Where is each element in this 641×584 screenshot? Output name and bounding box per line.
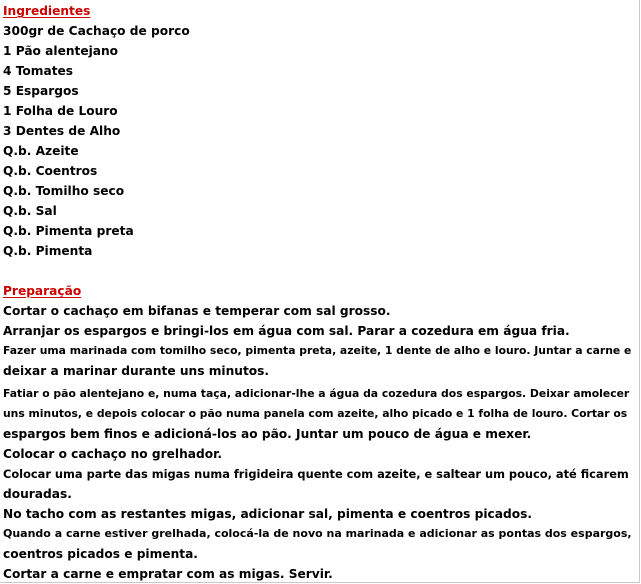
preparation-line: douradas. <box>3 487 72 501</box>
ingredient-item: Q.b. Tomilho seco <box>3 184 125 198</box>
preparation-line: Cortar o cachaço em bifanas e temperar com sal grosso. <box>3 304 391 318</box>
preparation-line: Cortar a carne e empratar com as migas. Servir. <box>3 567 333 581</box>
ingredient-item: Q.b. Azeite <box>3 144 79 158</box>
preparation-line: Fatiar o pão alentejano e, numa taça, adicionar-lhe a água da cozedura dos espargos. Deixar amolecer <box>3 387 630 400</box>
ingredient-item: 1 Pão alentejano <box>3 44 119 58</box>
preparation-line: deixar a marinar durante uns minutos. <box>3 364 270 378</box>
ingredient-item: Q.b. Pimenta <box>3 244 93 258</box>
ingredient-item: 5 Espargos <box>3 84 79 98</box>
ingredient-item: 300gr de Cachaço de porco <box>3 24 190 38</box>
ingredients-heading: Ingredientes <box>3 4 91 18</box>
preparation-line: Colocar uma parte das migas numa frigideira quente com azeite, e saltear um pouco, até ficarem <box>3 467 629 481</box>
ingredient-item: Q.b. Coentros <box>3 164 98 178</box>
ingredient-item: 3 Dentes de Alho <box>3 124 121 138</box>
preparation-line: Fazer uma marinada com tomilho seco, pimenta preta, azeite, 1 dente de alho e louro. Juntar a carne e <box>3 344 632 357</box>
preparation-line: uns minutos, e depois colocar o pão numa panela com azeite, alho picado e 1 folha de louro. Cortar os <box>3 407 628 420</box>
preparation-line: Arranjar os espargos e bringi-los em água com sal. Parar a cozedura em água fria. <box>3 324 570 338</box>
ingredient-item: Q.b. Pimenta preta <box>3 224 134 238</box>
ingredient-item: Q.b. Sal <box>3 204 57 218</box>
preparation-heading: Preparação <box>3 284 82 298</box>
ingredient-item: 1 Folha de Louro <box>3 104 118 118</box>
preparation-line: espargos bem finos e adicioná-los ao pão. Juntar um pouco de água e mexer. <box>3 427 532 441</box>
preparation-line: Colocar o cachaço no grelhador. <box>3 447 222 461</box>
preparation-line: No tacho com as restantes migas, adicionar sal, pimenta e coentros picados. <box>3 507 532 521</box>
preparation-line: Quando a carne estiver grelhada, colocá-la de novo na marinada e adicionar as pontas dos espargos, <box>3 527 632 540</box>
ingredient-item: 4 Tomates <box>3 64 74 78</box>
preparation-line: coentros picados e pimenta. <box>3 547 198 561</box>
